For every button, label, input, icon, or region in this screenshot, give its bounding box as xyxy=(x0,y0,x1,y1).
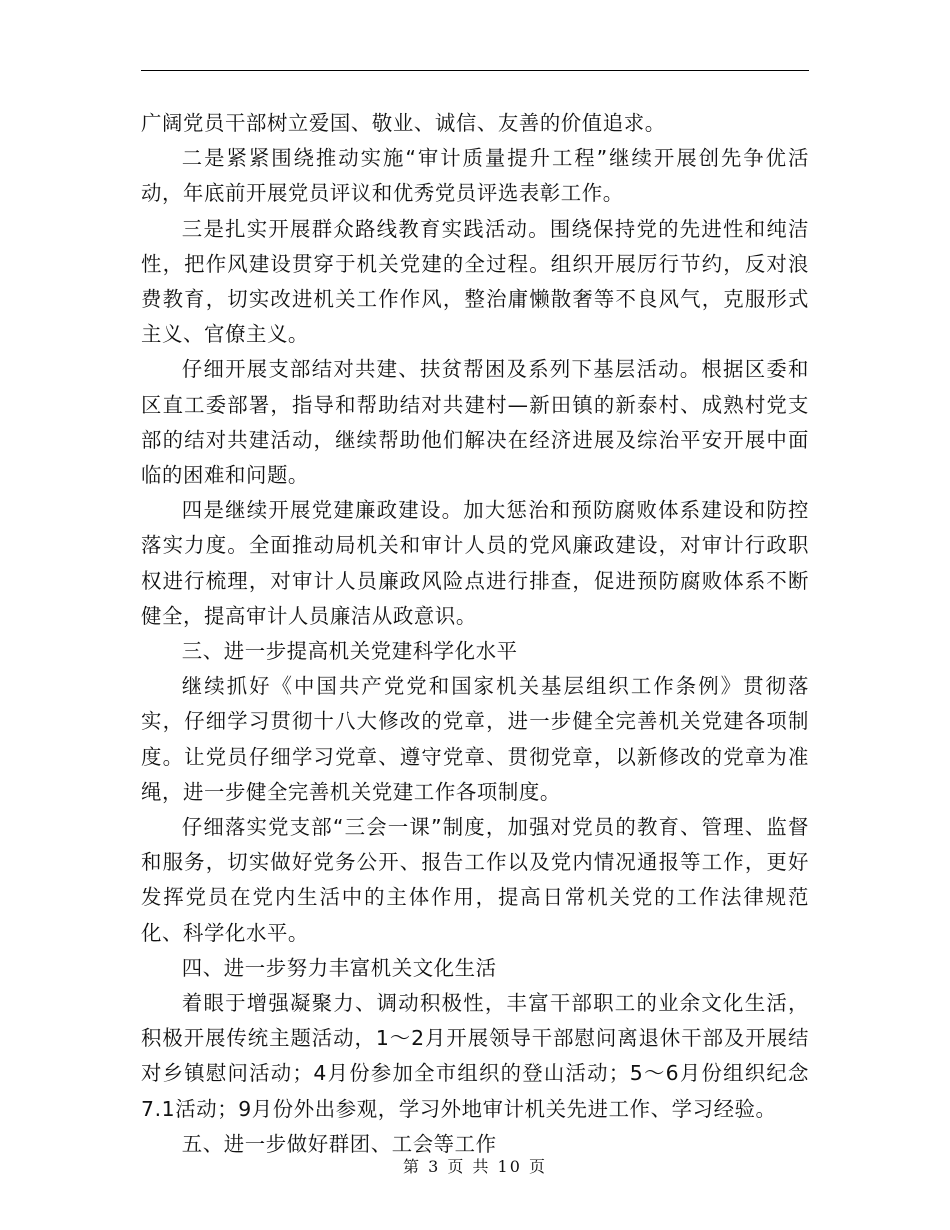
paragraph-continuation: 广阔党员干部树立爱国、敬业、诚信、友善的价值追求。 xyxy=(141,111,666,135)
body-text xyxy=(141,106,809,1162)
section-heading-five: 五、进一步做好群团、工会等工作 xyxy=(181,1131,497,1156)
paragraph-item-four: 四是继续开展党建廉政建设。加大惩治和预防腐败体系建设和防控落实力度。全面推动局机关和审计人员的党风廉政建设，对审计行政职权进行梳理，对审计人员廉政风险点进行排查，促进预防腐败体系不断健全，提高审计人员廉洁从政意识。 xyxy=(141,498,809,628)
section-heading-four: 四、进一步努力丰富机关文化生活 xyxy=(181,955,497,980)
paragraph-item-three: 三是扎实开展群众路线教育实践活动。围绕保持党的先进性和纯洁性，把作风建设贯穿于机关党建的全过程。组织开展厉行节约，反对浪费教育，切实改进机关工作作风，整治庸懒散奢等不良风气，克服形式主义、官僚主义。 xyxy=(141,216,809,347)
paragraph-item-two: 二是紧紧围绕推动实施“审计质量提升工程”继续开展创先争优活动，年底前开展党员评议和优秀党员评选表彰工作。 xyxy=(141,146,809,206)
paragraph-branch-pairing: 仔细开展支部结对共建、扶贫帮困及系列下基层活动。根据区委和区直工委部署，指导和帮助结对共建村—新田镇的新泰村、成熟村党支部的结对共建活动，继续帮助他们解决在经济进展及综治平安开展中面临的困难和问题。 xyxy=(141,357,809,488)
paragraph-regulations: 继续抓好《中国共产党党和国家机关基层组织工作条例》贯彻落实，仔细学习贯彻十八大修改的党章，进一步健全完善机关党建各项制度。让党员仔细学习党章、遵守党章、贯彻党章，以新修改的党章为准绳，进一步健全完善机关党建工作各项制度。 xyxy=(141,674,809,804)
section-heading-three: 三、进一步提高机关党建科学化水平 xyxy=(181,639,518,664)
paragraph-cultural-life: 着眼于增强凝聚力、调动积极性，丰富干部职工的业余文化生活，积极开展传统主题活动，1～2月开展领导干部慰问离退休干部及开展结对乡镇慰问活动；4月份参加全市组织的登山活动；5～6月份组织纪念7.1活动；9月份外出参观，学习外地审计机关先进工作、学习经验。 xyxy=(141,991,809,1121)
header-rule xyxy=(141,70,809,71)
page-number: 第 3 页 共 10 页 xyxy=(403,1157,547,1176)
paragraph-three-meetings: 仔细落实党支部“三会一课”制度，加强对党员的教育、管理、监督和服务，切实做好党务公开、报告工作以及党内情况通报等工作，更好发挥党员在党内生活中的主体作用，提高日常机关党的工作法律规范化、科学化水平。 xyxy=(141,815,809,945)
